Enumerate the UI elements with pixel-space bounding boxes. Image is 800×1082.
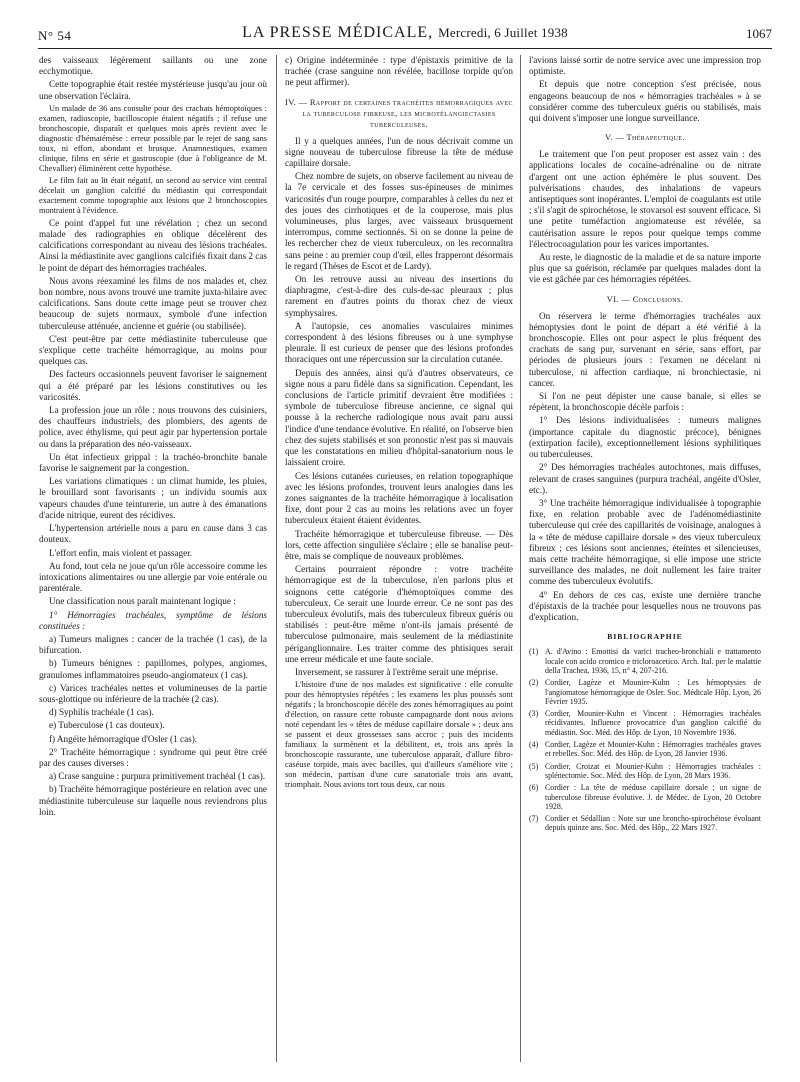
paragraph: Certains pourraient répondre : votre trachéite hémorragique est de la tuberculose, n'en parlons plus et soignons cette catégorie d'hémoptoïques comme des tuberculeux. Ce serait une lourde erreur. Ce ne sont pas des tuberculeux évolutifs, mais des tuberculeux fibreux guéris ou stabilisés : peut-être même n'ont-ils jamais présenté de tuberculose pulmonaire, mais seulement de la médiastinite périganglionnaire. Les traiter comme des phtisiques serait une erreur médicale et une faute sociale.: [285, 564, 513, 664]
paragraph: L'histoire d'une de nos malades est significative : elle consulte pour des hémoptysies répétées ; les examens les plus poussés sont négatifs ; la bronchoscopie décèle des zones hémorragiques au point d'élection, on rassure cette robuste campagnarde dont nous avions noté cependant les « têtes de méduse capillaire dorsale » ; deux ans se passent et deux grossesses sans accroc ; puis des incidents familiaux la surmènent et la débilitent, et, trois ans après la bronchoscopie rassurante, une tuberculose apparaît, d'allure fibro-caséuse torpide, mais avec bacilles, qui d'ailleurs s'améliore vite ; son médecin, partisan d'une cure sanatoriale trois ans avant, triomphait. Nous avions tort tous deux, car nous: [285, 680, 513, 790]
issue-number: N° 54: [38, 28, 72, 43]
paragraph: C'est peut-être par cette médiastinite tuberculeuse que s'explique cette trachéite hémorragique, au moins pour quelques cas.: [39, 333, 267, 367]
list-item: a) Crase sanguine : purpura primitivement trachéal (1 cas).: [49, 771, 266, 782]
reference: (5) Cordier, Croizat et Mounier-Kuhn : Hémorragies trachéales : splénectomie. Soc. Méd. des Hôp. de Lyon, 28 Mars 1936.: [529, 761, 761, 780]
reference-text: Cordier, Lagèze et Mounier-Kuhn : Les hémoptysies de l'angiomatose hémorragique de Osler. Soc. Médicale Hôp. Lyon, 26 Février 1935.: [545, 678, 761, 706]
paragraph: l'avions laissé sortir de notre service avec une impression trop optimiste.: [529, 55, 761, 77]
reference-text: Cordier, Croizat et Mounier-Kuhn : Hémorragies trachéales : splénectomie. Soc. Méd. des Hôp. de Lyon, 28 Mars 1936.: [545, 761, 761, 780]
reference: (6) Cordier : La tête de méduse capillaire dorsale ; un signe de tuberculose fibreuse évolutive. J. de Médec. de Lyon, 20 Octobre 1928.: [529, 783, 761, 811]
paragraph: La profession joue un rôle : nous trouvons des cuisiniers, des chauffeurs industriels, des plombiers, des agents de police, avec éthylisme, qui peut agir par hypertension portale ou dans la préparation des néo-vaisseaux.: [39, 405, 267, 449]
paragraph: Ces lésions cutanées curieuses, en relation topographique avec les lésions profondes, trouvent leurs analogies dans les zones saignantes de la trachéite hémorragique à localisation fixe, dont pour 2 cas au moins les relations avec un foyer tuberculeux étaient étaient évidentes.: [285, 470, 513, 526]
column-divider: [520, 55, 521, 1062]
list-item: b) Trachéite hémorragique postérieure en relation avec une médiastinite tuberculeuse sur laquelle nous reviendrons plus loin.: [39, 784, 267, 817]
paragraph: L'effort enfin, mais violent et passager.: [49, 547, 193, 558]
page-header: [38, 22, 772, 49]
column-3: [529, 55, 761, 836]
paragraph: Des facteurs occasionnels peuvent favoriser le saignement qui a été préparé par les lésions constitutives ou les varicosités.: [39, 369, 267, 402]
reference-text: Cordier, Mounier-Kuhn et Vincent : Hémorragies trachéales récidivantes. Influence provocatrice d'un ganglion calcifié du médiastin. Soc. Méd. des Hôp. de Lyon, 10 Novembre 1936.: [545, 709, 761, 737]
list-item: e) Tuberculose (1 cas douteux).: [49, 720, 165, 731]
issue-date: Mercredi, 6 Juillet 1938: [438, 25, 568, 40]
list-item: f) Angéite hémorragique d'Osler (1 cas).: [49, 733, 198, 744]
paragraph: Le film fait au lit était négatif, un second au service vint central décelait un ganglion calcifié du médiastin qui correspondait exactement comme topographie aux lésions que 2 bronchoscopies montraient à l'évidence.: [39, 175, 267, 215]
paragraph: Ce point d'appel fut une révélation ; chez un second malade des radiographies en oblique décelèrent des calcifications correspondant au niveau des lésions trachéales. Ainsi la médiastinite avec ganglions calcifiés fixait dans 2 cas le point de départ des hémorragies trachéales.: [39, 217, 267, 273]
column-2: [285, 55, 513, 792]
list-item: b) Tumeurs bénignes : papillomes, polypes, angiomes, granulomes inflammatoires pseudo-angiomateux (1 cas).: [39, 658, 267, 680]
list-item: 3° Une trachéite hémorragique individualisée à topographie fixe, en relation probable avec de l'adénomédiastinite tuberculeuse qui crée des capillarités de voisinage, analogues à la « tête de méduse capillaire dorsale » des vieux tuberculeux fibreux ; ces lésions sont anciennes, éteintes et silencieuses, mais cette trachéite hémorragique, si elle impose une stricte surveillance des malades, ne doit nullement les faire traiter comme des tuberculeux évolutifs.: [529, 497, 761, 587]
paragraph: Le traitement que l'on peut proposer est assez vain : des applications locales de cocaïne-adrénaline ou de nitrate d'argent ont une action éphémère le plus souvent. Des pulvérisations chaudes, des inhalations de vapeurs antiseptiques sont inopérantes. L'emploi de coagulants est utile ; s'il s'agit de spirochétose, le stovarsol est souvent efficace. Si une petite tuméfaction angiomateuse est révélée, sa cautérisation assure le repos pour quelque temps comme l'électrocoagulation pour les varices importantes.: [529, 149, 761, 249]
section-heading-vi: VI. — Conclusions.: [606, 294, 684, 304]
paragraph: Les variations climatiques : un climat humide, les pluies, le brouillard sont favorisants ; un individu soumis aux vapeurs chaudes d'une teinturerie, un autre à des émanations d'acide nitrique, eurent des récidives.: [39, 476, 267, 520]
paragraph: Trachéite hémorragique et tuberculeuse fibreuse. — Dès lors, cette affection singulière s'éclaire ; elle se banalise peut-être, mais se complique de nouveaux problèmes.: [285, 528, 513, 561]
list-item: d) Syphilis trachéale (1 cas).: [49, 707, 154, 718]
paragraph: On les retrouve aussi au niveau des insertions du diaphragme, c'est-à-dire des culs-de-sac pleuraux ; plus rarement en d'autres points du thorax chez de vieux symphysaires.: [285, 274, 513, 318]
paragraph: Au reste, le diagnostic de la maladie et de sa nature importe plus que sa guérison, réclamée par quelques malades dont la vie est gâchée par ces hémorragies répétées.: [529, 252, 761, 285]
list-item: 1° Des lésions individualisées : tumeurs malignes (importance capitale du diagnostic précoce), bénignes (extirpation facile), exceptionnellement lésions syphilitiques ou tuberculeuses.: [529, 415, 761, 460]
paragraph: Et depuis que notre conception s'est précisée, nous engageons beaucoup de nos « hémorragies trachéales » à se considérer comme des tuberculeux guéris ou stabilisés, mais qui doivent s'imposer une longue surveillance.: [529, 79, 761, 124]
reference-text: Cordier, Lagèze et Mounier-Kuhn : Hémorragies trachéales graves et rebelles. Soc. Méd. des Hôp. de Lyon, 28 Janvier 1936.: [545, 740, 761, 759]
reference: (7) Cordier et Sédallian : Note sur une broncho-spirochétose évoluant depuis quinze ans. Soc. Méd. des Hôp., 22 Mars 1927.: [529, 814, 761, 833]
reference-text: Cordier : La tête de méduse capillaire dorsale ; un signe de tuberculose fibreuse évolutive. J. de Médec. de Lyon, 20 Octobre 1928.: [545, 783, 761, 811]
paragraph: Un état infectieux grippal : la trachéo-bronchite banale favorise le saignement par la congestion.: [39, 451, 267, 474]
list-item: 4° En dehors de ces cas, existe une dernière tranche d'épistaxis de la trachée pour lesquelles nous ne trouvons pas d'explication.: [529, 589, 761, 622]
column-divider: [276, 55, 277, 1062]
list-item: a) Tumeurs malignes : cancer de la trachée (1 cas), de la bifurcation.: [39, 633, 267, 656]
paragraph: Un malade de 36 ans consulte pour des crachats hémoptoïques : examen, radioscopie, bacilloscopie étaient négatifs ; il refuse une bronchoscopie, disparaît et quelques mois après revient avec le diagnostic d'hématémèse : erreur possible par le rejet de sang sans toux, ni effort, abondant et brusque. Anamnestiques, examen clinique, films en série et gastroscopie (due à l'obligeance de M. Chevallier) éliminèrent cette hypothèse.: [39, 103, 267, 173]
section-heading-v: V. — Thérapeutique.: [605, 133, 685, 143]
list-item: 2° Des hémorragies trachéales autochtones, mais diffuses, relevant de crases sanguines (purpura trachéal, angéite d'Osler, etc.).: [529, 462, 761, 495]
paragraph: Il y a quelques années, l'un de nous décrivait comme un signe nouveau de tuberculose fibreuse la tête de méduse capillaire dorsale.: [285, 135, 513, 169]
section-heading-iv: IV. — Rapport de certaines trachéites hémorragiques avec la tuberculose fibreuse, les microtélangiectasies tuberculeuses.: [285, 97, 513, 129]
paragraph: Au fond, tout cela ne joue qu'un rôle accessoire comme les intoxications alimentaires ou une allergie par voie entérale ou parentérale.: [39, 560, 267, 594]
reference: (2) Cordier, Lagèze et Mounier-Kuhn : Les hémoptysies de l'angiomatose hémorragique de Osler. Soc. Médicale Hôp. Lyon, 26 Février 1935.: [529, 678, 761, 706]
paragraph: Nous avons réexaminé les films de nos malades et, chez bon nombre, nous avons trouvé une tramite juxta-hilaire avec calcifications. Sans doute cette image peut se trouver chez beaucoup de sujets normaux, symbole d'une infection tuberculeuse atténuée, ancienne et guérie (ou stabilisée).: [39, 275, 267, 331]
list-item: c) Varices trachéales nettes et volumineuses de la partie sous-glottique ou inférieure de la trachée (2 cas).: [39, 682, 267, 704]
paragraph: Inversement, se rassurer à l'extrême serait une méprise.: [295, 666, 498, 677]
paragraph: On réservera le terme d'hémorragies trachéales aux hémoptysies dont le point de départ a été vérifié à la bronchoscopie. Elles ont pour aspect le plus fréquent des crachats de sang pur, survenant en série, sans effort, par périodes de plusieurs jours : l'examen ne décelant ni tuberculose, ni affection cardiaque, ni bronchiectasie, ni cancer.: [529, 310, 761, 388]
list-item: 2° Trachéite hémorragique : syndrome qui peut être créé par des causes diverses :: [39, 746, 267, 768]
paragraph: Si l'on ne peut dépister une cause banale, si elles se répètent, la bronchoscopie décèle parfois :: [529, 391, 761, 413]
column-1: [39, 55, 267, 820]
paragraph: Une classification nous paraît maintenant logique :: [49, 596, 236, 607]
reference: (1) A. d'Avino : Emottisi da varici tracheo-bronchiali e trattamento locale con acido cromico e tricloroacetico. Arch. Ital. per le malattie della Trachea, 1936, 15, n° 4, 207-216.: [529, 647, 761, 675]
masthead: [38, 24, 772, 42]
paragraph: Chez nombre de sujets, on observe facilement au niveau de la 7e cervicale et des fosses sus-épineuses de minimes varicosités d'un rouge pourpre, comparables à celles du nez et des joues des cirrhotiques et de la couperose, mais plus volumineuses, plus larges, avec vaisseaux brusquement interrompus, comme sectionnés. Si on se donne la peine de les rechercher chez de vieux tuberculeux, on les reconnaîtra sans peine : au premier coup d'œil, elles frapperont désormais le regard (Thèses de Escot et de Lardy).: [285, 171, 513, 271]
paragraph: Cette topographie était restée mystérieuse jusqu'au jour où une observation l'éclaira.: [39, 79, 267, 101]
journal-title: LA PRESSE MÉDICALE,: [242, 24, 434, 41]
reference-text: Cordier et Sédallian : Note sur une broncho-spirochétose évoluant depuis quinze ans. Soc. Méd. des Hôp., 22 Mars 1927.: [545, 814, 761, 833]
paragraph: Depuis des années, ainsi qu'à d'autres observateurs, ce signe nous a paru fidèle dans sa signification. Cependant, les conclusions de l'article primitif devraient être modifiées : symbole de tuberculose fibreuse ancienne, ce signal qui pousse à la recherche radiologique nous avait paru aussi l'indice d'une tendance évolutive. En réalité, on l'observe bien chez des sujets stabilisés et son pronostic n'est pas si mauvais que les constatations en milieu d'hôpital-sanatorium nous le laissaient croire.: [285, 367, 513, 468]
page-number: 1067: [746, 26, 772, 41]
paragraph: A l'autopsie, ces anomalies vasculaires minimes correspondent à des lésions fibreuses ou à une symphyse pleurale. Il est curieux de penser que des lésions profondes thoraciques ont une répercussion sur la circulation cutanée.: [285, 320, 513, 365]
reference-text: A. d'Avino : Emottisi da varici tracheo-bronchiali e trattamento locale con acido cromico e tricloroacetico. Arch. Ital. per le malattie della Trachea, 1936, 15, n° 4, 207-216.: [545, 647, 761, 675]
reference: (3) Cordier, Mounier-Kuhn et Vincent : Hémorragies trachéales récidivantes. Influence provocatrice d'un ganglion calcifié du médiastin. Soc. Méd. des Hôp. de Lyon, 10 Novembre 1936.: [529, 709, 761, 737]
paragraph: c) Origine indéterminée : type d'épistaxis primitive de la trachée (crase sanguine non révélée, bacillose torpide qu'on ne peut affirmer).: [285, 55, 513, 88]
paragraph: des vaisseaux légèrement saillants ou une zone ecchymotique.: [39, 55, 267, 77]
reference: (4) Cordier, Lagèze et Mounier-Kuhn : Hémorragies trachéales graves et rebelles. Soc. Méd. des Hôp. de Lyon, 28 Janvier 1936.: [529, 740, 761, 759]
paragraph: L'hypertension artérielle nous a paru en cause dans 3 cas douteux.: [39, 523, 267, 545]
paragraph: 1° Hémorragies trachéales, symptôme de lésions constituées :: [39, 609, 267, 631]
bibliography-heading: BIBLIOGRAPHIE: [607, 632, 683, 642]
